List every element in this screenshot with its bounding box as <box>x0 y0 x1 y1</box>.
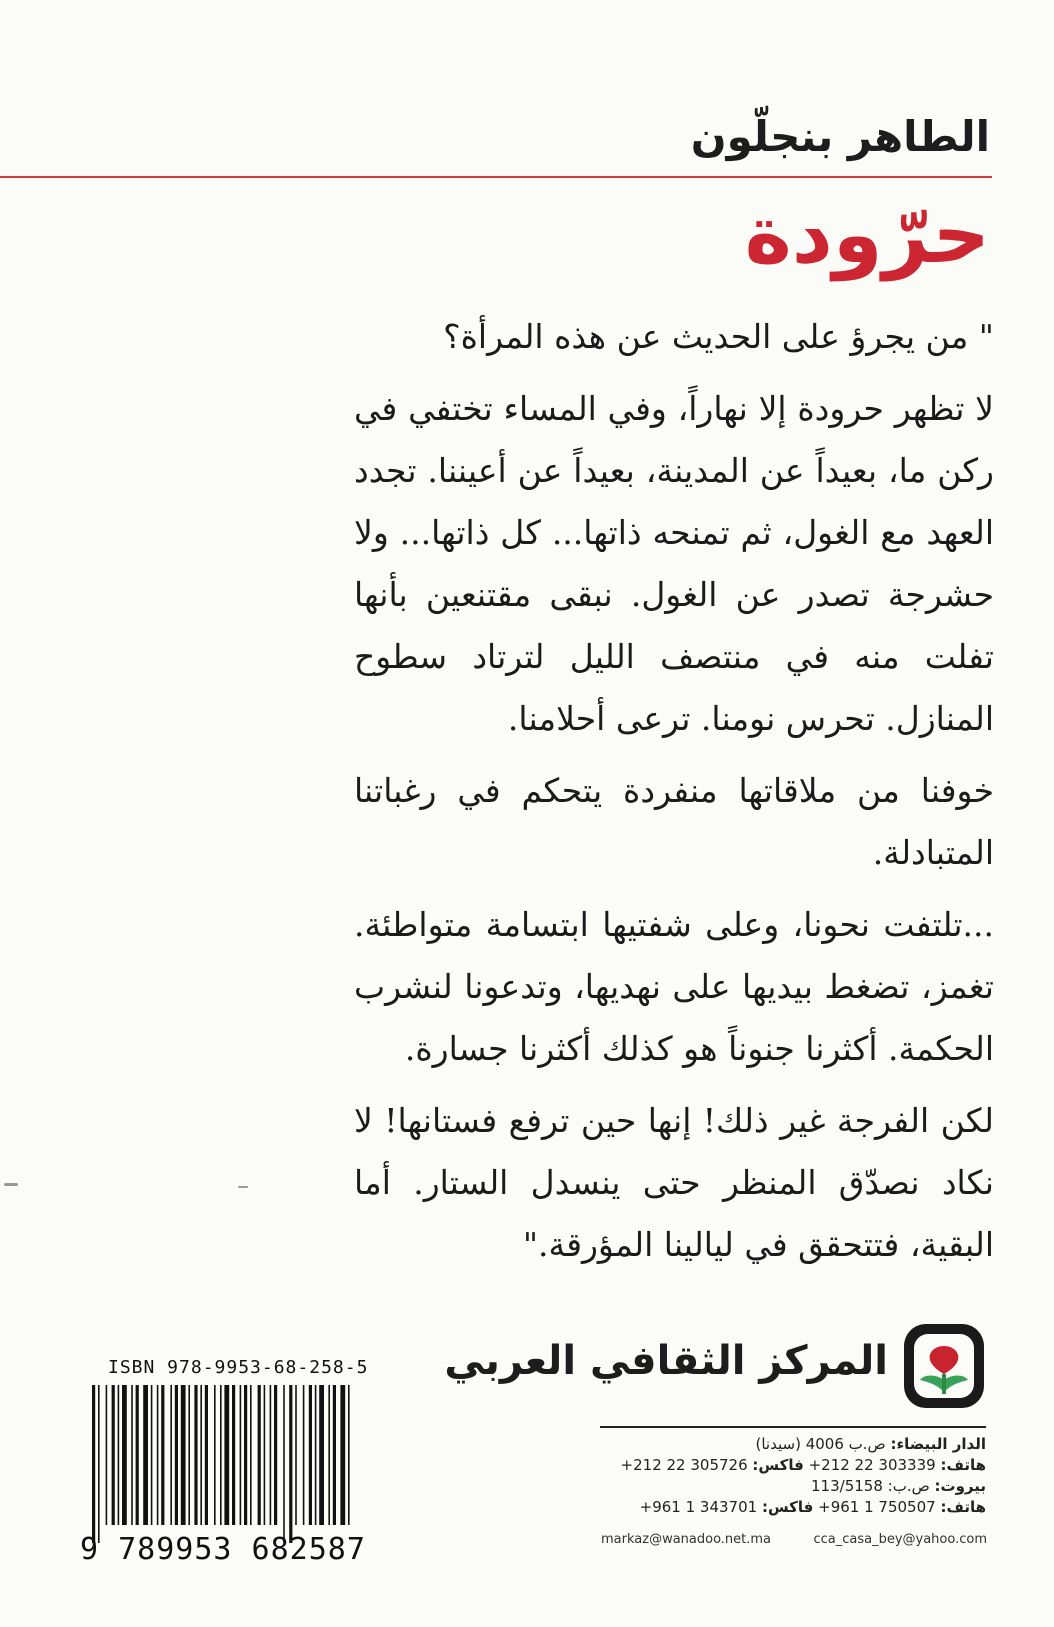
blurb-paragraph: ...تلتفت نحونا، وعلى شفتيها ابتسامة متواطئة. تغمز، تضغط بيديها على نهديها، وتدعونا لنشرب الحكمة. أكثرنا جنوناً هو كذلك أكثرنا جسارة. <box>354 905 994 1068</box>
blurb-text <box>354 306 994 1286</box>
address-label: هاتف: <box>940 1498 986 1516</box>
address-line <box>586 1497 986 1518</box>
email-link[interactable]: cca_casa_bey@yahoo.com <box>813 1532 987 1547</box>
title-divider <box>0 176 992 178</box>
address-value: ص.ب: 113/5158 <box>811 1477 930 1495</box>
address-label: فاكس: <box>752 1456 804 1474</box>
fax-number: +212 22 305726 <box>620 1456 748 1474</box>
paper-speck <box>238 1186 248 1188</box>
address-line <box>586 1434 986 1455</box>
email-link[interactable]: markaz@wanadoo.net.ma <box>601 1532 772 1547</box>
blurb-paragraph: لكن الفرجة غير ذلك! إنها حين ترفع فستانها! لا نكاد نصدّق المنظر حتى ينسدل الستار. أما البقية، فتتحقق في ليالينا المؤرقة." <box>354 1101 994 1264</box>
address-label: فاكس: <box>761 1498 814 1516</box>
author-name: الطاهر بنجلّون <box>690 112 990 161</box>
phone-number: +961 1 750507 <box>818 1498 936 1516</box>
publisher-address <box>586 1434 986 1518</box>
blurb-paragraph: خوفنا من ملاقاتها منفردة يتحكم في رغباتنا المتبادلة. <box>354 771 994 872</box>
phone-number: +212 22 303339 <box>808 1456 936 1474</box>
blurb-paragraph: لا تظهر حرودة إلا نهاراً، وفي المساء تختفي في ركن ما، بعيداً عن المدينة، بعيداً عن أعيننا. تجدد العهد مع الغول، ثم تمنحه ذاتها... كل ذاتها... ولا حشرجة تصدر عن الغول. نبقى مقتنعين بأنها تفلت منه في منتصف الليل لترتاد سطوح المنازل. تحرس نومنا. ترعى أحلامنا. <box>354 389 994 738</box>
address-line <box>586 1455 986 1476</box>
address-label: الدار البيضاء: <box>890 1435 986 1453</box>
paper-speck <box>4 1183 18 1186</box>
address-label: بيروت: <box>934 1477 986 1495</box>
address-line <box>586 1476 986 1497</box>
publisher-logo-icon <box>902 1322 986 1410</box>
blurb-paragraph: " من يجرؤ على الحديث عن هذه المرأة؟ <box>443 317 994 356</box>
publisher-emails <box>601 1532 987 1547</box>
barcode-icon <box>88 1385 358 1545</box>
book-title: حرّودة <box>744 188 990 281</box>
isbn-label: ISBN 978-9953-68-258-5 <box>108 1357 369 1378</box>
address-label: هاتف: <box>940 1456 986 1474</box>
barcode-number: 9 789953 682587 <box>80 1532 366 1567</box>
fax-number: +961 1 343701 <box>639 1498 758 1516</box>
address-value: ص.ب 4006 (سيدنا) <box>755 1435 886 1453</box>
publisher-name: المركز الثقافي العربي <box>444 1338 888 1384</box>
publisher-divider <box>600 1426 986 1428</box>
